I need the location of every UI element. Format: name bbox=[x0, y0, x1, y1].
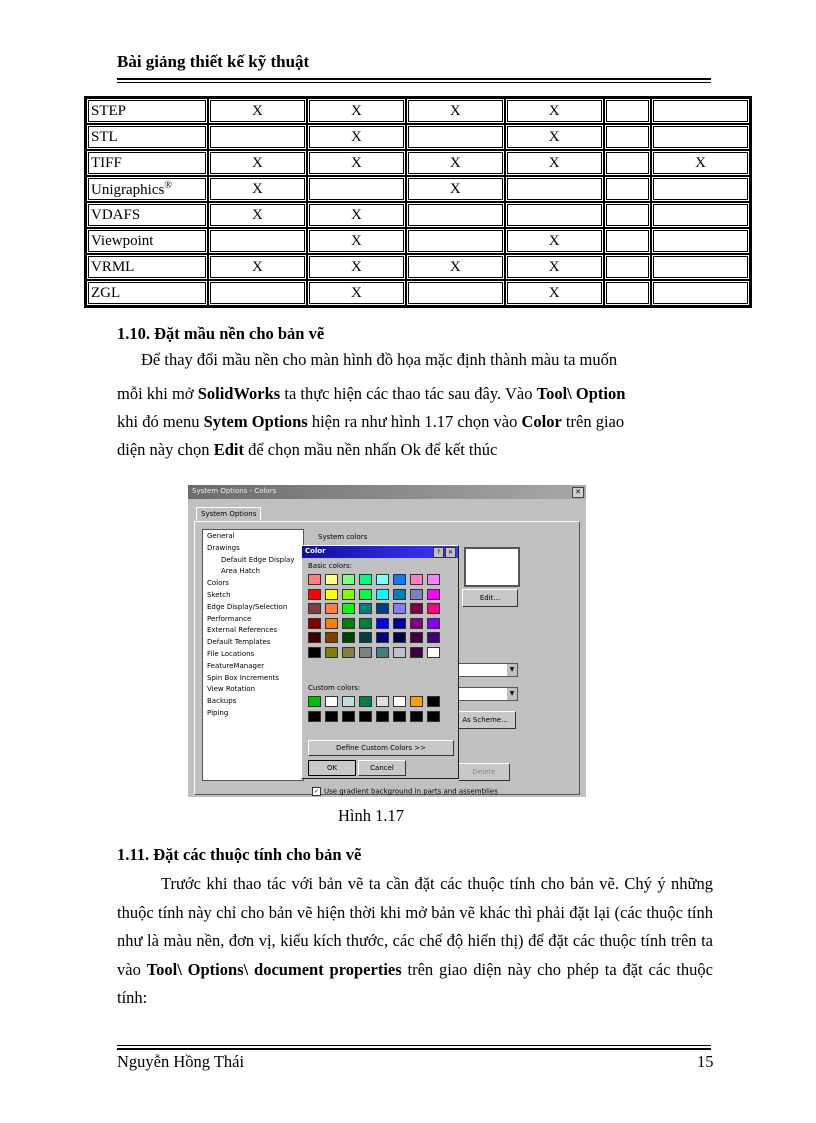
tree-item[interactable]: Piping bbox=[207, 709, 229, 717]
tree-item[interactable]: Performance bbox=[207, 614, 252, 623]
color-swatch[interactable] bbox=[410, 589, 423, 600]
gradient-checkbox-label: Use gradient background in parts and assemblies bbox=[324, 787, 498, 796]
color-swatch[interactable] bbox=[359, 711, 372, 722]
support-mark-cell: X bbox=[307, 228, 406, 254]
section-heading-properties: 1.11. Đặt các thuộc tính cho bản vẽ bbox=[117, 845, 362, 864]
color-swatch[interactable] bbox=[325, 696, 338, 707]
tree-item[interactable]: Default Templates bbox=[207, 638, 271, 647]
support-mark-cell: X bbox=[406, 150, 505, 176]
color-swatch[interactable] bbox=[427, 618, 440, 629]
color-swatch[interactable] bbox=[325, 589, 338, 600]
format-name-cell: VRML bbox=[86, 254, 208, 280]
tree-item[interactable]: View Rotation bbox=[207, 685, 256, 694]
custom-colors-label: Custom colors: bbox=[308, 684, 361, 692]
tree-item[interactable]: FeatureManager bbox=[207, 661, 265, 670]
text-line: khi đó menu Sytem Options hiện ra như hình 1.17 chọn vào Color trên giao bbox=[117, 412, 625, 431]
color-dialog bbox=[301, 545, 459, 779]
support-mark-cell bbox=[651, 124, 750, 150]
color-swatch[interactable] bbox=[393, 632, 406, 643]
figure-caption: Hình 1.17 bbox=[338, 806, 404, 825]
color-swatch[interactable] bbox=[308, 696, 321, 707]
color-swatch[interactable] bbox=[342, 589, 355, 600]
support-mark-cell bbox=[406, 280, 505, 306]
table-row bbox=[86, 228, 750, 254]
color-swatch[interactable] bbox=[376, 618, 389, 629]
color-swatch[interactable] bbox=[308, 647, 321, 658]
color-swatch[interactable] bbox=[376, 574, 389, 585]
color-swatch[interactable] bbox=[376, 711, 389, 722]
chevron-down-icon: ▼ bbox=[507, 688, 517, 700]
support-mark-cell bbox=[604, 124, 651, 150]
color-swatch[interactable] bbox=[359, 618, 372, 629]
support-mark-cell bbox=[307, 176, 406, 202]
support-mark-cell: X bbox=[208, 254, 307, 280]
tree-item[interactable]: External References bbox=[207, 626, 278, 635]
support-mark-cell: X bbox=[307, 202, 406, 228]
footer-rule bbox=[117, 1045, 711, 1046]
footer-rule bbox=[117, 1048, 711, 1050]
support-mark-cell bbox=[651, 254, 750, 280]
color-swatch[interactable] bbox=[410, 603, 423, 614]
basic-colors-label: Basic colors: bbox=[308, 562, 352, 570]
color-swatch[interactable] bbox=[359, 647, 372, 658]
page-header-title: Bài giảng thiết kế kỹ thuật bbox=[117, 52, 310, 71]
table-row bbox=[86, 124, 750, 150]
support-mark-cell: X bbox=[505, 98, 604, 124]
page-number: 15 bbox=[697, 1052, 714, 1071]
color-swatch[interactable] bbox=[342, 574, 355, 585]
support-mark-cell: X bbox=[505, 280, 604, 306]
support-mark-cell: X bbox=[307, 124, 406, 150]
support-mark-cell bbox=[505, 176, 604, 202]
color-swatch[interactable] bbox=[393, 603, 406, 614]
support-mark-cell bbox=[208, 228, 307, 254]
support-mark-cell bbox=[651, 176, 750, 202]
color-swatch[interactable] bbox=[308, 603, 321, 614]
color-preview bbox=[464, 547, 520, 587]
color-swatch[interactable] bbox=[308, 574, 321, 585]
tree-item[interactable]: Edge Display/Selection bbox=[207, 602, 288, 611]
support-mark-cell bbox=[651, 280, 750, 306]
color-dialog-title: Color bbox=[305, 547, 326, 555]
text-line: Để thay đổi mầu nền cho màn hình đồ họa mặc định thành màu ta muốn bbox=[141, 350, 618, 369]
color-swatch[interactable] bbox=[393, 696, 406, 707]
color-swatch[interactable] bbox=[427, 696, 440, 707]
color-swatch[interactable] bbox=[342, 647, 355, 658]
color-swatch[interactable] bbox=[393, 711, 406, 722]
color-swatch[interactable] bbox=[393, 618, 406, 629]
support-mark-cell bbox=[651, 98, 750, 124]
support-mark-cell bbox=[604, 150, 651, 176]
table-row bbox=[86, 254, 750, 280]
support-mark-cell: X bbox=[505, 254, 604, 280]
section-heading-background: 1.10. Đặt mầu nền cho bản vẽ bbox=[117, 324, 325, 343]
color-swatch[interactable] bbox=[342, 618, 355, 629]
table-row bbox=[86, 98, 750, 124]
tree-item[interactable]: Sketch bbox=[207, 591, 231, 599]
support-mark-cell: X bbox=[505, 124, 604, 150]
color-swatch[interactable] bbox=[308, 589, 321, 600]
paragraph-document-properties: Trước khi thao tác với bản vẽ ta cần đặt các thuộc tính cho bản vẽ. Chý ý những thuộc tính này chỉ cho bản vẽ hiện thời khi mở bản vẽ khác thì phải đặt lại (các thuộc tính như là màu nền, đơn vị, kiểu kích thước, các chế độ hiển thị) để đặt các thuộc tính trên ta vào Tool\ Options\ document properties trên giao diện này cho phép ta đặt các thuộc tính: bbox=[117, 874, 713, 1007]
tree-item[interactable]: File Locations bbox=[207, 650, 255, 658]
support-mark-cell bbox=[604, 280, 651, 306]
support-mark-cell bbox=[604, 228, 651, 254]
support-mark-cell: X bbox=[406, 98, 505, 124]
color-swatch[interactable] bbox=[308, 711, 321, 722]
color-swatch[interactable] bbox=[427, 574, 440, 585]
support-mark-cell bbox=[651, 228, 750, 254]
color-dialog-titlebar bbox=[302, 546, 458, 558]
support-mark-cell bbox=[604, 98, 651, 124]
cancel-button[interactable]: Cancel bbox=[358, 760, 406, 776]
system-colors-label: System colors bbox=[318, 533, 368, 541]
color-swatch[interactable] bbox=[410, 574, 423, 585]
support-mark-cell: X bbox=[208, 202, 307, 228]
color-swatch[interactable] bbox=[427, 632, 440, 643]
color-swatch[interactable] bbox=[359, 589, 372, 600]
format-name-cell: Viewpoint bbox=[86, 228, 208, 254]
checkbox[interactable]: ✓ bbox=[313, 788, 320, 795]
table-row bbox=[86, 150, 750, 176]
color-swatch[interactable] bbox=[376, 589, 389, 600]
color-swatch[interactable] bbox=[359, 632, 372, 643]
paragraph-background-color bbox=[117, 346, 713, 375]
support-mark-cell bbox=[651, 202, 750, 228]
support-mark-cell: X bbox=[208, 98, 307, 124]
window-titlebar bbox=[188, 485, 586, 499]
header-rule bbox=[117, 78, 711, 80]
close-icon[interactable]: ✕ bbox=[445, 547, 456, 558]
color-swatch[interactable] bbox=[410, 618, 423, 629]
define-custom-colors-button[interactable]: Define Custom Colors >> bbox=[308, 740, 454, 756]
color-swatch[interactable] bbox=[427, 589, 440, 600]
support-mark-cell bbox=[604, 176, 651, 202]
color-swatch[interactable] bbox=[393, 574, 406, 585]
support-mark-cell bbox=[604, 254, 651, 280]
save-as-scheme-button[interactable]: As Scheme... bbox=[454, 711, 516, 729]
color-swatch[interactable] bbox=[376, 696, 389, 707]
color-swatch[interactable] bbox=[427, 603, 440, 614]
support-mark-cell: X bbox=[307, 280, 406, 306]
system-options-screenshot bbox=[188, 485, 586, 797]
delete-button[interactable]: Delete bbox=[458, 763, 510, 781]
header-rule bbox=[117, 82, 711, 83]
format-name-cell: VDAFS bbox=[86, 202, 208, 228]
support-mark-cell: X bbox=[505, 150, 604, 176]
color-swatch[interactable] bbox=[325, 574, 338, 585]
gradient-checkbox-row[interactable] bbox=[312, 787, 498, 796]
support-mark-cell: X bbox=[505, 228, 604, 254]
color-swatch[interactable] bbox=[427, 647, 440, 658]
support-mark-cell bbox=[208, 124, 307, 150]
support-mark-cell bbox=[406, 202, 505, 228]
help-icon[interactable]: ? bbox=[433, 547, 444, 558]
support-mark-cell: X bbox=[307, 150, 406, 176]
color-swatch[interactable] bbox=[342, 632, 355, 643]
color-swatch[interactable] bbox=[410, 696, 423, 707]
chevron-down-icon: ▼ bbox=[507, 664, 517, 676]
color-swatch[interactable] bbox=[376, 603, 389, 614]
support-mark-cell bbox=[604, 202, 651, 228]
format-name-cell: Unigraphics® bbox=[86, 176, 208, 202]
support-mark-cell bbox=[505, 202, 604, 228]
tree-item[interactable]: Backups bbox=[207, 697, 237, 706]
support-mark-cell: X bbox=[208, 176, 307, 202]
support-mark-cell: X bbox=[208, 150, 307, 176]
color-swatch[interactable] bbox=[359, 696, 372, 707]
close-icon[interactable]: ✕ bbox=[572, 487, 584, 498]
color-swatch[interactable] bbox=[325, 618, 338, 629]
color-swatch[interactable] bbox=[393, 647, 406, 658]
format-name-cell: STEP bbox=[86, 98, 208, 124]
color-swatch[interactable] bbox=[410, 632, 423, 643]
tree-item[interactable]: General bbox=[207, 532, 235, 540]
color-swatch[interactable] bbox=[376, 647, 389, 658]
color-swatch[interactable] bbox=[325, 632, 338, 643]
color-swatch[interactable] bbox=[308, 632, 321, 643]
color-swatch[interactable] bbox=[376, 632, 389, 643]
options-tree[interactable] bbox=[202, 529, 304, 781]
color-swatch[interactable] bbox=[325, 603, 338, 614]
color-swatch[interactable] bbox=[325, 647, 338, 658]
ok-button[interactable]: OK bbox=[308, 760, 356, 776]
support-mark-cell: X bbox=[406, 176, 505, 202]
support-mark-cell: X bbox=[307, 98, 406, 124]
combo-box[interactable] bbox=[450, 687, 518, 701]
support-mark-cell: X bbox=[651, 150, 750, 176]
tree-item[interactable]: Default Edge Display bbox=[221, 555, 295, 564]
color-swatch[interactable] bbox=[325, 711, 338, 722]
support-mark-cell: X bbox=[307, 254, 406, 280]
table-row bbox=[86, 202, 750, 228]
text-line: diện này chọn Edit để chọn mầu nền nhấn Ok để kết thúc bbox=[117, 440, 498, 459]
file-format-table bbox=[84, 96, 752, 308]
color-swatch[interactable] bbox=[427, 711, 440, 722]
color-swatch[interactable] bbox=[342, 603, 355, 614]
support-mark-cell: X bbox=[406, 254, 505, 280]
tree-item[interactable]: Colors bbox=[207, 579, 229, 588]
format-name-cell: TIFF bbox=[86, 150, 208, 176]
window-title: System Options - Colors bbox=[192, 487, 277, 495]
format-name-cell: STL bbox=[86, 124, 208, 150]
support-mark-cell bbox=[208, 280, 307, 306]
color-swatch[interactable] bbox=[342, 696, 355, 707]
color-swatch[interactable] bbox=[393, 589, 406, 600]
support-mark-cell bbox=[406, 124, 505, 150]
table-row bbox=[86, 280, 750, 306]
edit-button[interactable]: Edit... bbox=[462, 589, 518, 607]
color-swatch[interactable] bbox=[410, 647, 423, 658]
tree-item[interactable]: Area Hatch bbox=[221, 567, 260, 576]
tab-system-options[interactable]: System Options bbox=[196, 507, 261, 520]
tree-item[interactable]: Spin Box Increments bbox=[207, 673, 280, 682]
support-mark-cell bbox=[406, 228, 505, 254]
color-swatch[interactable] bbox=[308, 618, 321, 629]
format-name-cell: ZGL bbox=[86, 280, 208, 306]
footer-author: Nguyễn Hồng Thái bbox=[117, 1052, 245, 1071]
color-swatch[interactable] bbox=[359, 603, 372, 614]
color-swatch[interactable] bbox=[359, 574, 372, 585]
color-swatch[interactable] bbox=[410, 711, 423, 722]
text-line: mỗi khi mở SolidWorks ta thực hiện các thao tác sau đây. Vào Tool\ Option bbox=[117, 384, 626, 403]
combo-box[interactable] bbox=[450, 663, 518, 677]
table-row bbox=[86, 176, 750, 202]
color-swatch[interactable] bbox=[342, 711, 355, 722]
tree-item[interactable]: Drawings bbox=[207, 543, 240, 552]
